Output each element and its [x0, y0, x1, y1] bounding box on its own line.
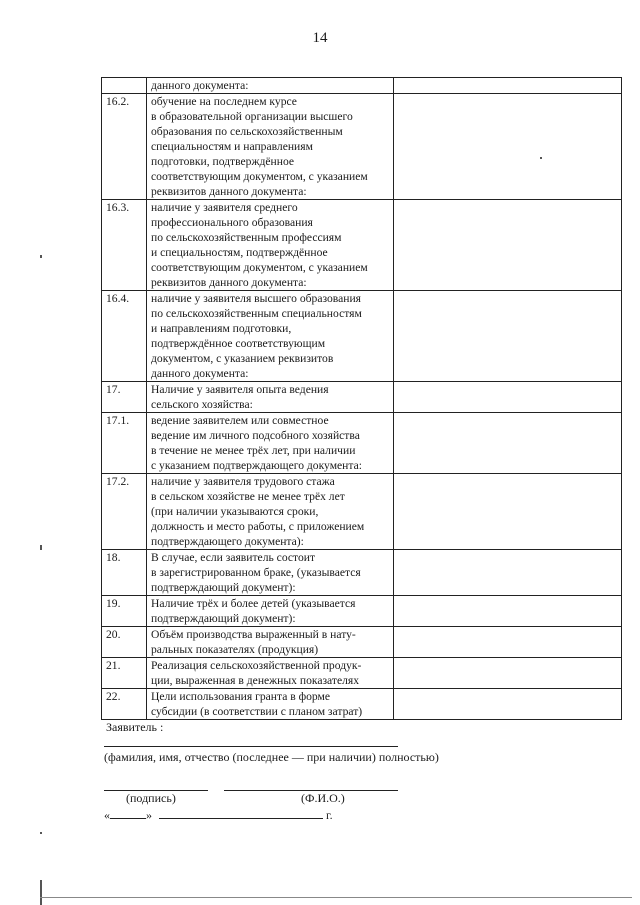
table-row [102, 596, 622, 627]
scan-speck [540, 157, 542, 159]
row-number: 19. [102, 596, 147, 627]
row-value-cell[interactable] [394, 200, 622, 291]
page-number: 14 [312, 30, 328, 46]
row-value-cell[interactable] [394, 689, 622, 720]
row-number: 17.1. [102, 413, 147, 474]
scan-speck [40, 255, 42, 258]
row-description: Наличие трёх и более детей (указывается подтверждающий документ): [147, 596, 394, 627]
table-row [102, 291, 622, 382]
row-description: наличие у заявителя среднего профессионального образования по сельскохозяйственным профессиям и специальностям, подтверждённое соответствующим документом, с указанием реквизитов данного документа: [147, 200, 394, 291]
fullname-caption: (фамилия, имя, отчество (последнее — при наличии) полностью) [104, 750, 439, 764]
year-suffix: г. [326, 808, 333, 822]
date-month-year-blank[interactable] [159, 818, 323, 819]
table-row [102, 689, 622, 720]
date-day-blank[interactable] [110, 818, 146, 819]
signature-caption: (подпись) [126, 791, 176, 805]
row-value-cell[interactable] [394, 550, 622, 596]
row-number: 16.2. [102, 94, 147, 200]
table-row [102, 658, 622, 689]
applicant-label: Заявитель : [106, 720, 164, 734]
row-description: обучение на последнем курсе в образовательной организации высшего образования по сельскохозяйственным специальностям и направлениям подготовки, подтверждённое соответствующим документом, с указанием реквизитов данного документа: [147, 94, 394, 200]
row-description: наличие у заявителя трудового стажа в сельском хозяйстве не менее трёх лет (при наличии указываются сроки, должность и место работы, с приложением подтверждающего документа): [147, 474, 394, 550]
table-row [102, 474, 622, 550]
scan-speck [40, 545, 42, 550]
date-row [104, 808, 333, 823]
table-row [102, 200, 622, 291]
scan-edge-mark [40, 880, 42, 905]
row-value-cell[interactable] [394, 78, 622, 94]
scan-speck [40, 832, 42, 834]
row-number: 17.2. [102, 474, 147, 550]
row-description: ведение заявителем или совместное ведение им личного подсобного хозяйства в течение не менее трёх лет, при наличии с указанием подтверждающего документа: [147, 413, 394, 474]
row-description: Наличие у заявителя опыта ведения сельского хозяйства: [147, 382, 394, 413]
row-value-cell[interactable] [394, 596, 622, 627]
row-number: 17. [102, 382, 147, 413]
row-description: Реализация сельскохозяйственной продук- ции, выраженная в денежных показателях [147, 658, 394, 689]
row-number: 16.4. [102, 291, 147, 382]
row-number: 22. [102, 689, 147, 720]
row-value-cell[interactable] [394, 382, 622, 413]
fullname-line[interactable] [104, 746, 398, 747]
row-description: В случае, если заявитель состоит в зарегистрированном браке, (указывается подтверждающий документ): [147, 550, 394, 596]
table-row [102, 94, 622, 200]
table-row [102, 413, 622, 474]
table-row [102, 627, 622, 658]
row-value-cell[interactable] [394, 474, 622, 550]
row-description: Объём производства выраженный в нату- ральных показателях (продукция) [147, 627, 394, 658]
row-value-cell[interactable] [394, 627, 622, 658]
table-row [102, 550, 622, 596]
date-close-quote: » [146, 808, 152, 822]
row-number [102, 78, 147, 94]
date-open-quote: « [104, 808, 110, 822]
row-value-cell[interactable] [394, 413, 622, 474]
table-row [102, 78, 622, 94]
row-number: 21. [102, 658, 147, 689]
scan-bottom-edge [40, 897, 632, 898]
row-number: 16.3. [102, 200, 147, 291]
application-form-table [101, 77, 622, 720]
table-row [102, 382, 622, 413]
form-table-body [102, 78, 622, 720]
row-description: Цели использования гранта в форме субсидии (в соответствии с планом затрат) [147, 689, 394, 720]
row-number: 20. [102, 627, 147, 658]
initials-caption: (Ф.И.О.) [301, 791, 345, 805]
row-value-cell[interactable] [394, 658, 622, 689]
row-value-cell[interactable] [394, 94, 622, 200]
row-description: данного документа: [147, 78, 394, 94]
row-description: наличие у заявителя высшего образования по сельскохозяйственным специальностям и направлениям подготовки, подтверждённое соответствующим документом, с указанием реквизитов данного документа: [147, 291, 394, 382]
row-value-cell[interactable] [394, 291, 622, 382]
row-number: 18. [102, 550, 147, 596]
